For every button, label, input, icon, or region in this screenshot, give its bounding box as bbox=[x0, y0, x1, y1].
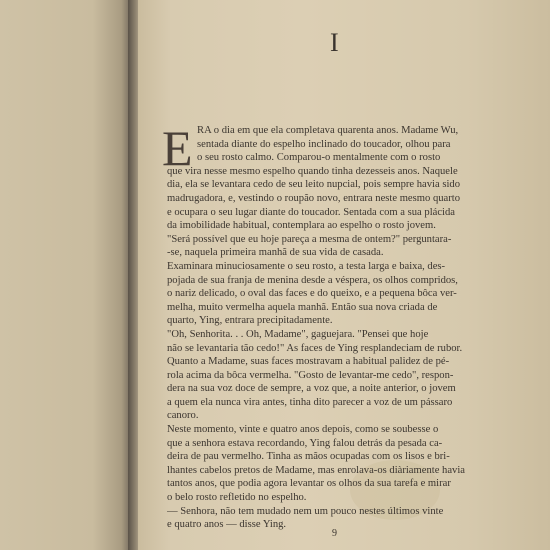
text-line: não se levantaria tão cedo!" As faces de Ying resplandeciam de rubor. bbox=[167, 342, 463, 354]
text-line: melha, muito vermelha aquela manhã. Então sua nova criada de bbox=[167, 301, 438, 313]
text-line: "Será possível que eu hoje pareça a mesma de ontem?" perguntara- bbox=[167, 233, 452, 245]
text-line: o belo rosto refletido no espelho. bbox=[167, 492, 307, 504]
page-number: 9 bbox=[332, 528, 337, 539]
text-line: pojada de sua franja de menina desde a véspera, os olhos compridos, bbox=[167, 274, 458, 286]
text-line: o seu rosto calmo. Comparou-o mentalmente com o rosto bbox=[197, 152, 441, 164]
text-line: e quatro anos — disse Ying. bbox=[167, 519, 287, 531]
text-line: rola acima da bôca vermelha. "Gosto de levantar-me cedo", respon- bbox=[167, 369, 454, 381]
text-line: canoro. bbox=[167, 410, 199, 422]
text-line: da imobilidade habitual, contemplara ao espelho o rosto jovem. bbox=[167, 220, 436, 232]
text-line: e ocupara o seu lugar diante do toucador. Sentada com a sua plácida bbox=[167, 206, 455, 218]
text-line: que a senhora estava recordando, Ying falou detrás da pesada ca- bbox=[167, 437, 443, 449]
text-line: sentada diante do espelho inclinado do toucador, olhou para bbox=[197, 138, 451, 150]
text-line: o nariz delicado, o oval das faces e do queixo, e a pequena bôca ver- bbox=[167, 288, 457, 300]
text-line: a quem ela nunca vira antes, tinha dito parecer a voz de um pássaro bbox=[167, 396, 453, 408]
text-line: Quanto a Madame, suas faces mostravam a habitual palidez de pé- bbox=[167, 356, 450, 368]
text-line: Neste momento, vinte e quatro anos depois, como se soubesse o bbox=[167, 424, 439, 436]
text-line: dera na sua voz doce de sempre, a voz que, a noite anterior, o jovem bbox=[167, 383, 456, 395]
drop-cap: E bbox=[162, 120, 193, 176]
text-line: "Oh, Senhorita. . . Oh, Madame", gaguejara. "Pensei que hoje bbox=[167, 328, 429, 340]
text-line: Examinara minuciosamente o seu rosto, a testa larga e baixa, des- bbox=[167, 260, 446, 272]
text-line: que vira nesse mesmo espelho quando tinha dezesseis anos. Naquele bbox=[167, 165, 458, 177]
text-line: quarto, Ying, entrara precipitadamente. bbox=[167, 315, 333, 327]
text-line: lhantes cabelos pretos de Madame, mas enrolava-os diàriamente havia bbox=[167, 464, 465, 476]
text-line: -se, naquela primeira manhã de sua vida de casada. bbox=[167, 247, 384, 259]
text-line: madrugadora, e, vestindo o roupão novo, entrara neste mesmo quarto bbox=[167, 192, 461, 204]
text-line: — Senhora, não tem mudado nem um pouco nestes últimos vinte bbox=[167, 505, 444, 517]
text-line: RA o dia em que ela completava quarenta anos. Madame Wu, bbox=[197, 125, 459, 136]
text-line: dia, ela se levantara cedo de seu leito nupcial, pois sempre havia sido bbox=[167, 179, 460, 191]
left-page bbox=[0, 0, 132, 550]
text-line: deira de pau vermelho. Tinha as mãos ocupadas com os lisos e bri- bbox=[167, 451, 450, 463]
body-text bbox=[167, 124, 525, 532]
chapter-number: I bbox=[330, 28, 340, 57]
text-line: tantos anos, que podia agora levantar os olhos da sua tarefa e mirar bbox=[167, 478, 451, 490]
